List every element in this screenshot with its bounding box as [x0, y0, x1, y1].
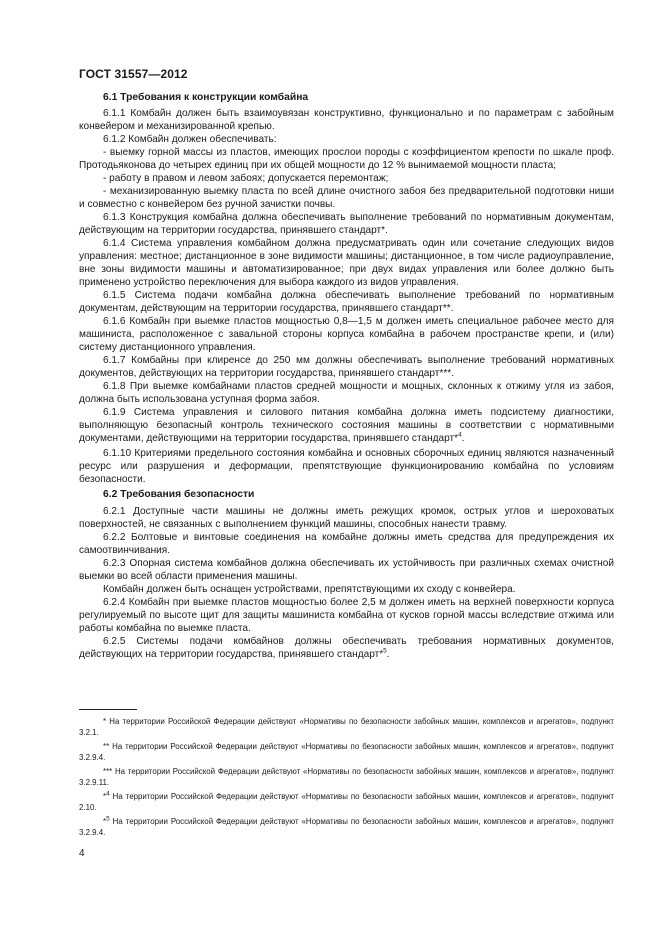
footnote-5 [79, 816, 614, 839]
paragraph-6-2-3-b: Комбайн должен быть оснащен устройствами, препятствующими их сходу с конвейера. [103, 583, 516, 595]
list-item: - механизированную выемку пласта по всей длине очистного забоя без предварительной подготовки ниши и совместно с конвейером без ручной зачистки почвы. [79, 186, 614, 210]
paragraph-6-2-4: 6.2.4 Комбайн при выемке пластов мощностью более 2,5 м должен иметь на верхней поверхности корпуса регулируемый по высоте щит для защиты машиниста комбайна от кусков горной массы вследствие отжима или работы комбайна по выемке пласта. [79, 596, 614, 634]
paragraph-end: . [461, 433, 465, 444]
footnote-mark: * [103, 816, 107, 826]
footnote-ref: 5 [383, 647, 387, 655]
footnotes [79, 716, 614, 841]
footnote-sup: 4 [106, 790, 110, 798]
paragraph-6-2-5 [79, 635, 614, 661]
footnote-mark: * [103, 791, 107, 801]
paragraph-6-1-7: 6.1.7 Комбайны при клиренсе до 250 мм должны обеспечивать выполнение требований нормативных документов, действующих на территории государства, принявшего стандарт***. [79, 355, 614, 379]
paragraph-6-2-1: 6.2.1 Доступные части машины не должны иметь режущих кромок, острых углов и шероховатых поверхностей, не связанных с выполнением функций машины, способных нанести травму. [79, 505, 614, 530]
footnote-divider [79, 709, 137, 710]
section-heading-6-1: 6.1 Требования к конструкции комбайна [103, 92, 309, 103]
paragraph-6-2-2: 6.2.2 Болтовые и винтовые соединения на комбайне должны иметь средства для предупреждения их самоотвинчивания. [79, 531, 614, 556]
document-body [79, 90, 614, 661]
paragraph-6-1-4: 6.1.4 Система управления комбайном должна предусматривать один или сочетание следующих видов управления: местное; дистанционное в зоне видимости машины; дистанционное, в том числе радиоуправление, вне зоны видимости машины и автоматизированное; при двух видах управления или более должно быть применено устройство переключения для выбора каждого из видов управления. [79, 238, 614, 288]
paragraph-6-1-2: 6.1.2 Комбайн должен обеспечивать: [103, 134, 277, 145]
paragraph-6-1-3: 6.1.3 Конструкция комбайна должна обеспечивать выполнение требований по нормативным документам, действующим на территории государства, принявшего стандарт*. [79, 212, 614, 236]
paragraph-6-1-10: 6.1.10 Критериями предельного состояния комбайна и основных сборочных единиц являются назначенный ресурс или разрушения и деформации, препятствующие функционированию комбайна по условиям безопасности. [79, 447, 614, 485]
footnote-ref: 4 [458, 431, 462, 439]
document-header: ГОСТ 31557—2012 [79, 67, 188, 81]
paragraph-end: . [386, 648, 390, 660]
paragraph-text: 6.1.9 Система управления и силового питания комбайна должна иметь подсистему диагностики, выполняющую безопасный контроль технического состояния машины в соответствии с нормативными документами, действующими на территории государства, принявшего стандарт* [79, 407, 614, 444]
footnote-3: *** На территории Российской Федерации действуют «Нормативы по безопасности забойных машин, комплексов и агрегатов», подпункт 3.2.9.11. [79, 766, 614, 788]
footnote-sup: 5 [106, 815, 110, 823]
paragraph-6-1-1: 6.1.1 Комбайн должен быть взаимоувязан конструктивно, функционально и по параметрам с забойным конвейером и механизированной крепью. [79, 108, 614, 132]
list-item: - выемку горной массы из пластов, имеющих прослои породы с коэффициентом крепости по шкале проф. Протодьяконова до четырех единиц при их общей мощности до 12 % вынимаемой мощности пласта; [79, 147, 614, 171]
section-heading-6-2: 6.2 Требования безопасности [103, 488, 255, 500]
footnote-1: * На территории Российской Федерации действуют «Нормативы по безопасности забойных машин, комплексов и агрегатов», подпункт 3.2.1. [79, 717, 614, 738]
paragraph-6-1-8: 6.1.8 При выемке комбайнами пластов средней мощности и мощных, склонных к отжиму угля из забоя, должна быть использована уступная форма забоя. [79, 381, 614, 405]
page-number: 4 [79, 848, 85, 859]
footnote-text: На территории Российской Федерации действуют «Нормативы по безопасности забойных машин, комплексов и агрегатов», подпункт 2.10. [79, 791, 614, 813]
list-item: - работу в правом и левом забоях; допускается перемонтаж; [103, 173, 389, 184]
paragraph-6-1-6: 6.1.6 Комбайн при выемке пластов мощностью 0,8—1,5 м должен иметь специальное рабочее место для машиниста, расположенное с завальной стороны корпуса комбайна в рабочем пространстве крепи, и (или) систему дистанционного управления. [79, 316, 614, 353]
footnote-text: На территории Российской Федерации действуют «Нормативы по безопасности забойных машин, комплексов и агрегатов», подпункт 3.2.9.4. [79, 816, 614, 838]
paragraph-text: 6.2.5 Системы подачи комбайнов должны обеспечивать требования нормативных документов, действующих на территории государства, принявшего стандарт* [79, 635, 614, 660]
paragraph-6-1-5: 6.1.5 Система подачи комбайна должна обеспечивать выполнение требований по нормативным документам, действующим на территории государства, принявшего стандарт**. [79, 290, 614, 314]
footnote-4 [79, 791, 614, 814]
footnote-2: ** На территории Российской Федерации действуют «Нормативы по безопасности забойных машин, комплексов и агрегатов», подпункт 3.2.9.4. [79, 741, 614, 763]
paragraph-6-1-9 [79, 406, 614, 445]
paragraph-6-2-3: 6.2.3 Опорная система комбайнов должна обеспечивать их устойчивость при различных схемах очистной выемки во всей области применения машины. [79, 557, 614, 582]
